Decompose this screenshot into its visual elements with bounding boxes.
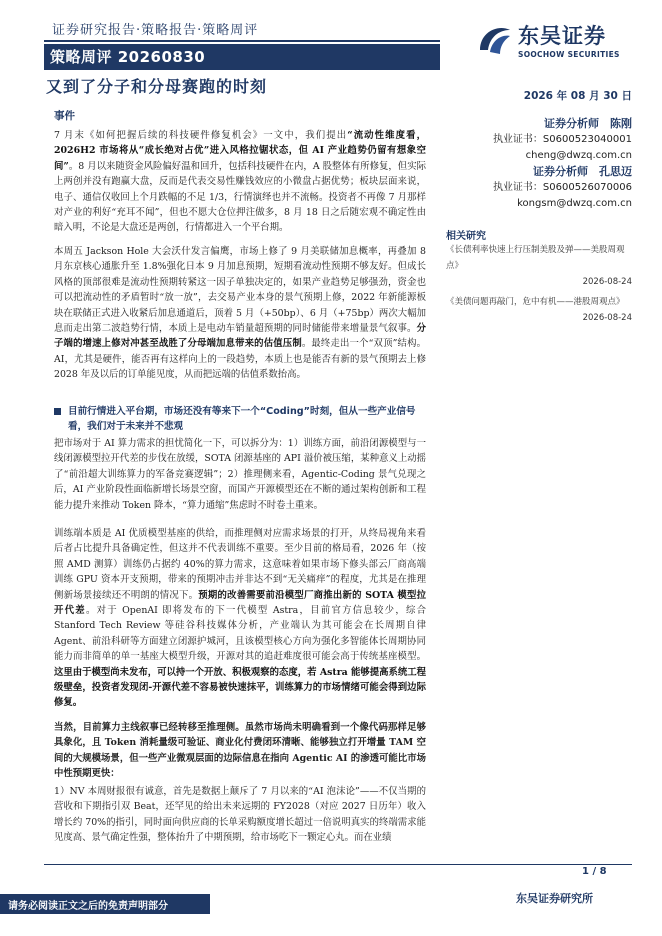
analyst-role: 证券分析师 孔思迈: [533, 165, 632, 178]
related-research-heading: 相关研究: [446, 231, 486, 242]
analyst-block-1: [452, 116, 632, 164]
analyst-license: 执业证书：S0600523040001: [492, 134, 632, 145]
report-id: 策略周评 20260830: [50, 48, 206, 66]
bullet-square-icon: [54, 408, 61, 415]
analyst-license: 执业证书：S0600526070006: [492, 182, 632, 193]
bold-text-run: 预期的改善需要前沿模型厂商推出新的 SOTA 模型拉开代差: [54, 589, 426, 617]
logo-name-cn: 东吴证券: [518, 24, 606, 48]
analyst-role: 证券分析师 陈刚: [544, 117, 632, 130]
logo-mark-icon: [474, 20, 514, 60]
bold-text-run: “流动性维度看，2026H2 市场将从“成长绝对占优”进入风格拉锯状态，但 AI 产业趋势仍留有想象空间”: [54, 130, 426, 172]
text-run: 。对于 OpenAI 即将发布的下一代模型 Astra，目前官方信息较少，综合 Stanford Tech Review 等硅谷科技媒体分析，产业端认为其可能会在长周期自律 Agent、前沿科研等方面建立闭源护城河，且该模型核心方向为强化多智能体长周期协同能力而非简单的单一基座大模型升级，开源对其的追赶难度很可能会高于传统基座模型。: [54, 605, 426, 663]
footer-divider: [44, 864, 632, 865]
bold-text-run: 分子端的增速上修对冲甚至战胜了分母端加息带来的估值压制: [54, 323, 426, 350]
analyst-email: cheng@dwzq.com.cn: [525, 150, 632, 161]
institute-name: 东吴证券研究所: [516, 892, 593, 905]
related-title: 《美债问题再敲门，危中有机——港股周观点》: [446, 297, 625, 307]
report-category-bar: [44, 14, 440, 42]
related-item[interactable]: [446, 242, 632, 290]
section-heading-event: 事件: [54, 110, 75, 122]
related-title: 《长债利率快速上行压制美股及弹——美股周观点》: [446, 245, 625, 271]
paragraph-3: 把市场对于 AI 算力需求的担忧简化一下，可以拆分为：1）训练方面，前沿闭源模型与一线闭源模型拉开代差的步伐在放缓，SOTA 闭源基座的 API 溢价被压缩，某种意义上动摇了“前沿超大训练算力的军备竞赛逻辑”；2）推理侧来看，Agentic-Coding 景气兑现之后，AI 产业阶段性面临新增长场景空窗，而国产开源模型还在不断的通过架构创新和工程能力提升来推动 Token 降本，“算力通缩”焦虑时不时卷土重来。: [54, 438, 426, 511]
key-point-bullet: [54, 404, 434, 434]
report-date: 2026 年 08 月 30 日: [523, 90, 632, 102]
paragraph-4: [54, 526, 426, 711]
related-item[interactable]: [446, 294, 632, 326]
logo-name-en: SOOCHOW SECURITIES: [518, 50, 620, 59]
analyst-block-2: [452, 164, 632, 212]
page-number: 1 / 8: [582, 866, 607, 877]
bold-text-run: 这里由于模型尚未发布，可以持一个开放、积极观察的态度，若 Astra 能够提高系统工程级壁垒，投资者发现闭-开源代差不容易被快速抹平，训练算力的市场情绪可能会得到边际修复。: [54, 666, 426, 709]
related-date: 2026-08-24: [582, 277, 632, 287]
bullet-text: 目前行情进入平台期，市场还没有等来下一个“Coding”时刻，但从一些产业信号看，我们对于未来并不悲观: [68, 406, 416, 432]
text-run: 。最终走出一个“双顶”结构。AI，尤其是硬件，能否再有这样向上的一段趋势，本质上也是能否有新的景气预期去上修 2028 年及以后的订单能见度，从而把远端的估值系数抬高。: [54, 338, 426, 381]
disclaimer-band: [0, 894, 210, 914]
report-category: 证券研究报告·策略报告·策略周评: [52, 23, 259, 38]
paragraph-2: [54, 244, 426, 383]
text-run: 训练端本质是 AI 优质模型基座的供给，而推理侧对应需求场景的打开，从终局视角来看后者占比提升具备确定性，但这并不代表训练不重要。至少目前的格局看，2026 年（按照 AMD 测算）训练仍占据约 40%的算力需求，这意味着如果市场下修头部云厂商高端训练 GPU 资本开支预期，带来的预期冲击并非达不到“无关痛痒”的程度，尤其是在推理侧新场景接续还不明朗的情况下。: [54, 528, 426, 601]
company-logo: [474, 18, 622, 70]
text-run: 。8 月以来随资金风险偏好温和回升，包括科技硬件在内，A 股整体有所修复，但实际上两创并没有跑赢大盘，反而是代表交易性赚钱效应的小微盘占据优势；板块层面来说，电子、通信仅收回上个月跌幅的不足 1/3，行情演绎也并不流畅。投资者不再像 7 月那样对产业的利好“充耳不闻”，但也不愿大仓位押注做多，8 月 18 日之后随宏观不确定性由暗入明，不论是大盘还是两创，行情都进入一个平台期。: [54, 160, 426, 234]
paragraph-5: 当然，目前算力主线叙事已经转移至推理侧。虽然市场尚未明确看到一个像代码那样足够具象化，且 Token 消耗量级可验证、商业化付费闭环清晰、能够独立打开增量 TAM 空间的大规模场景，但一些产业微观层面的边际信息在指向 Agentic AI 的渗透可能比市场中性预期更快：: [54, 722, 426, 780]
paragraph-1: [54, 128, 426, 236]
text-run: 本周五 Jackson Hole 大会沃什发言偏鹰，市场上修了 9 月美联储加息概率，再叠加 8 月东京核心通胀升至 1.8%强化日本 9 月加息预期，短期看流动性预期不够友好。但成长风格的顶部很难是流动性预期转紧这一因子单独决定的，如果产业趋势足够强劲，资金也可以把流动性的矛盾暂时“放一放”，去交易产业本身的景气预期上修，2022 年新能源板块在联储正式进入收紧后加息通道后，顶着 5 月（+50bp）、6 月（+75bp）两次大幅加息而走出第二波趋势行情，本质上是电动车销量超预期的同时储能带来增量景气叙事。: [54, 246, 426, 335]
report-title: 又到了分子和分母赛跑的时刻: [46, 77, 268, 96]
analyst-email: kongsm@dwzq.com.cn: [517, 198, 632, 209]
text-run: 7 月末《如何把握后续的科技硬件修复机会》一文中，我们提出: [54, 130, 348, 141]
paragraph-6: 1）NV 本周财报很有诚意，首先是数据上颠斥了 7 月以来的“AI 泡沫论”——不仅当期的营收和下期指引双 Beat，还罕见的给出未来远期的 FY2028（对应 2027 日历年）收入增长约 70%的指引，同时面向供应商的长单采购额度增长超过一倍说明真实的终端需求能见度高、景气确定性强，整体抬升了中期预期，给市场吃下一颗定心丸。而在业绩: [54, 786, 426, 844]
related-date: 2026-08-24: [582, 313, 632, 323]
report-id-band: [44, 44, 440, 70]
disclaimer-text: 请务必阅读正文之后的免责声明部分: [8, 901, 168, 912]
